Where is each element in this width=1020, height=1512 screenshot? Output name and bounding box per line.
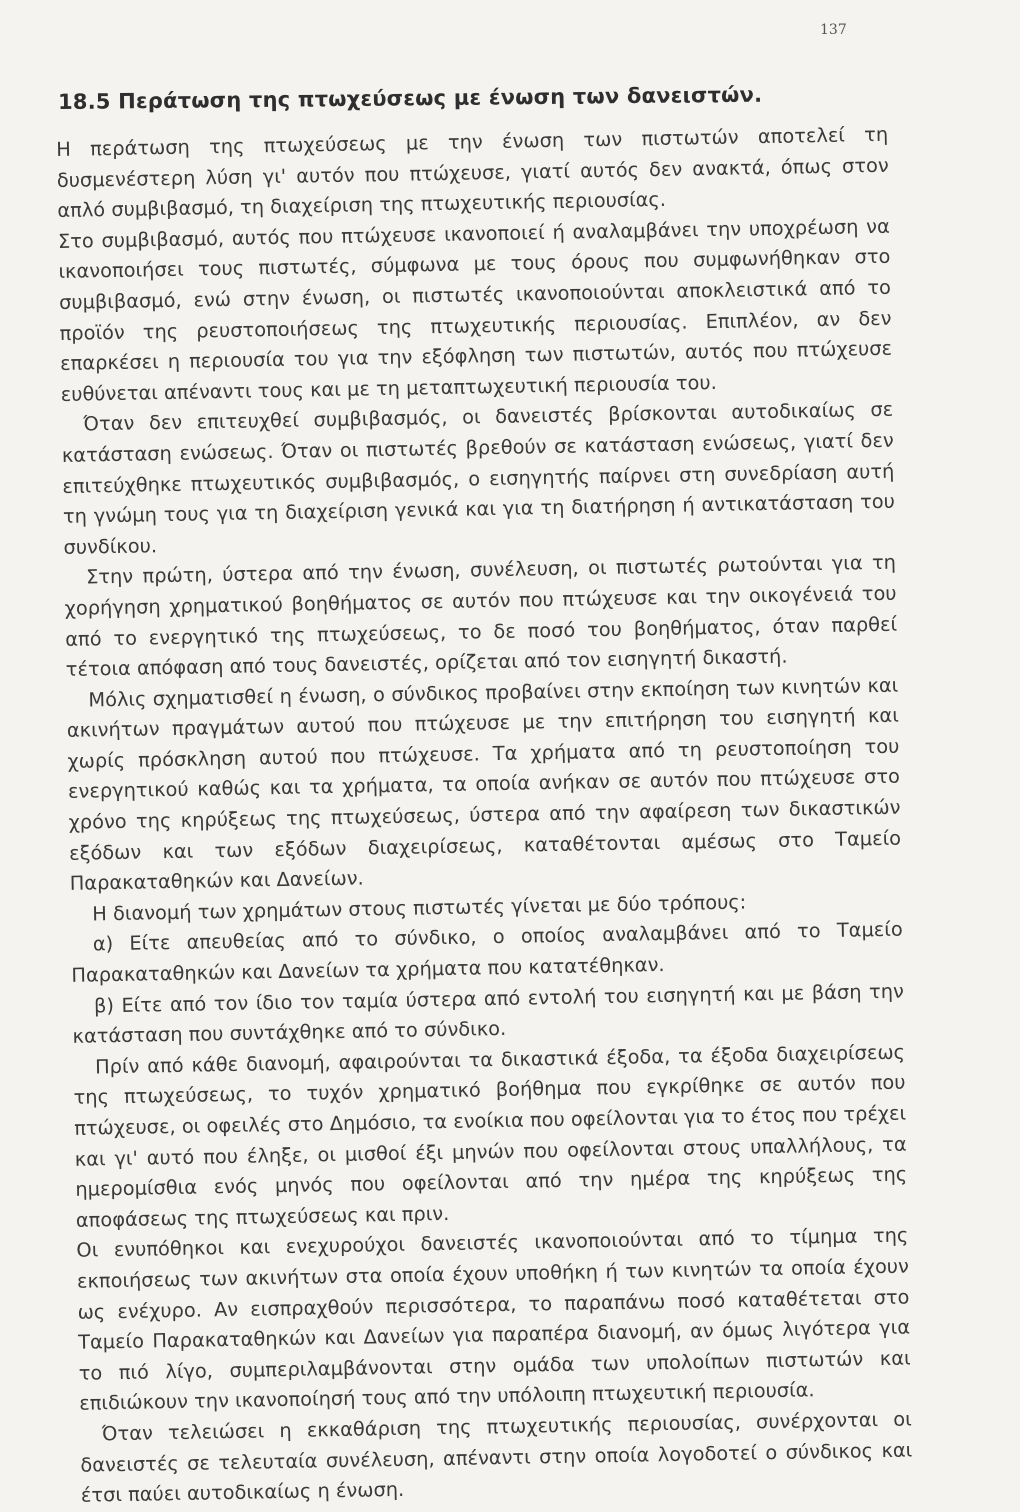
paragraph-deductions: Πρίν από κάθε διανομή, αφαιρούνται τα δικαστικά έξοδα, τα έξοδα διαχειρίσεως της πτωχεύσεως, το τυχόν χρηματικό βοήθημα που εγκρίθηκε σε αυτόν που πτώχευσε, οι οφειλές στο Δημόσιο, τα ενοίκια που οφείλονται για το έτος που τρέχει και γι' αυτό που έληξε, οι μισθοί έξι μηνών που οφείλονται στους υπαλλήλους, τα ημερομίσθια ενός μηνός που οφείλονται από την ημέρα της κηρύξεως της αποφάσεως της πτωχεύσεως και πριν. [73, 1040, 908, 1232]
section-title: 18.5 Περάτωση της πτωχεύσεως με ένωση των δανειστών. [57, 82, 763, 114]
paragraph-distribution-b: β) Είτε από τον ίδιο τον ταμία ύστερα από εντολή του εισηγητή και με βάση την κατάσταση που συντάχθηκε από το σύνδικο. [72, 979, 905, 1049]
paragraph-intro: Η περάτωση της πτωχεύσεως με την ένωση των πιστωτών αποτελεί τη δυσμενέστερη λύση γι' αυτόν που πτώχευσε, γιατί αυτός δεν ανακτά, όπως στον απλό συμβιβασμό, τη διαχείριση της πτωχευτικής περιουσίας. [56, 122, 889, 223]
body-text [56, 120, 913, 1512]
paragraph-union-state: Όταν δεν επιτευχθεί συμβιβασμός, οι δανειστές βρίσκονται αυτοδικαίως σε κατάσταση ενώσεως. Όταν οι πιστωτές βρεθούν σε κατάσταση ενώσεως, γιατί δεν επιτεύχθηκε πτωχευτικός συμβιβασμός, ο εισηγητής παίρνει στη συνεδρίαση αυτή τη γνώμη τους για τη διαχείριση γενικά και για τη διατήρηση ή αντικατάσταση του συνδίκου. [61, 398, 896, 559]
paragraph-settlement: Στο συμβιβασμό, αυτός που πτώχευσε ικανοποιεί ή αναλαμβάνει την υποχρέωση να ικανοποιήσει τους πιστωτές, σύμφωνα με τους όρους που συμφωνήθηκαν στο συμβιβασμό, ενώ στην ένωση, οι πιστωτές ικανοποιούνται αποκλειστικά από το προϊόν της ρευστοποιήσεως της πτωχευτικής περιουσίας. Επιπλέον, αν δεν επαρκέσει η περιουσία του για την εξόφληση των πιστωτών, αυτός που πτώχευσε ευθύνεται απέναντι τους και με τη μεταπτωχευτική περιουσία του. [57, 214, 893, 406]
page-number: 137 [820, 22, 847, 38]
paragraph-secured-creditors: Οι ενυπόθηκοι και ενεχυρούχοι δανειστές ικανοποιούνται από το τίμημα της εκποιήσεως των ακινήτων στα οποία έχουν υποθήκη ή των κινητών τα οποία έχουν ως ενέχυρο. Αν εισπραχθούν περισσότερα, το παραπάνω ποσό καταθέτεται στο Ταμείο Παρακαταθηκών και Δανείων για παραπέρα διανομή, αν όμως λιγότερα για το πιό λίγο, συμπεριλαμβάνονται στην ομάδα των υπολοίπων πιστωτών και επιδιώκουν την ικανοποίησή τους από την υπόλοιπη πτωχευτική περιουσία. [76, 1223, 911, 1416]
paragraph-distribution-intro: Η διανομή των χρημάτων στους πιστωτές γίνεται με δύο τρόπους: [92, 890, 747, 926]
paragraph-first-meeting: Στην πρώτη, ύστερα από την ένωση, συνέλευση, οι πιστωτές ρωτούνται για τη χορήγηση χρηματικού βοηθήματος σε αυτόν που πτώχευσε και την οικογένειά του από το ενεργητικό της πτωχεύσεως, το δε ποσό του βοηθήματος, όταν παρθεί τέτοια απόφαση από τους δανειστές, ορίζεται από τον εισηγητή δικαστή. [64, 550, 898, 682]
paragraph-liquidation: Μόλις σχηματισθεί η ένωση, ο σύνδικος προβαίνει στην εκποίηση των κινητών και ακινήτων πραγμάτων αυτού που πτώχευσε με την επιτήρηση του εισηγητή και χωρίς πρόσκληση αυτού που πτώχευσε. Τα χρήματα από τη ρευστοποίηση του ενεργητικού καθώς και τα χρήματα, τα οποία ανήκαν σε αυτόν που πτώχευσε στο χρόνο της κηρύξεως της πτωχεύσεως, ύστερα από την αφαίρεση των δικαστικών εξόδων και των εξόδων διαχειρίσεως, καταθέτονται αμέσως στο Ταμείο Παρακαταθηκών και Δανείων. [66, 673, 902, 896]
paragraph-distribution-a: α) Είτε απευθείας από το σύνδικο, ο οποίος αναλαμβάνει από το Ταμείο Παρακαταθηκών και Δανείων τα χρήματα που κατατέθηκαν. [71, 918, 903, 987]
paragraph-final-meeting: Όταν τελειώσει η εκκαθάριση της πτωχευτικής περιουσίας, συνέρχονται οι δανειστές σε τελευταία συνέλευση, απέναντι στην οποία λογοδοτεί ο σύνδικος και έτσι παύει αυτοδικαίως η ένωση. [80, 1407, 913, 1507]
